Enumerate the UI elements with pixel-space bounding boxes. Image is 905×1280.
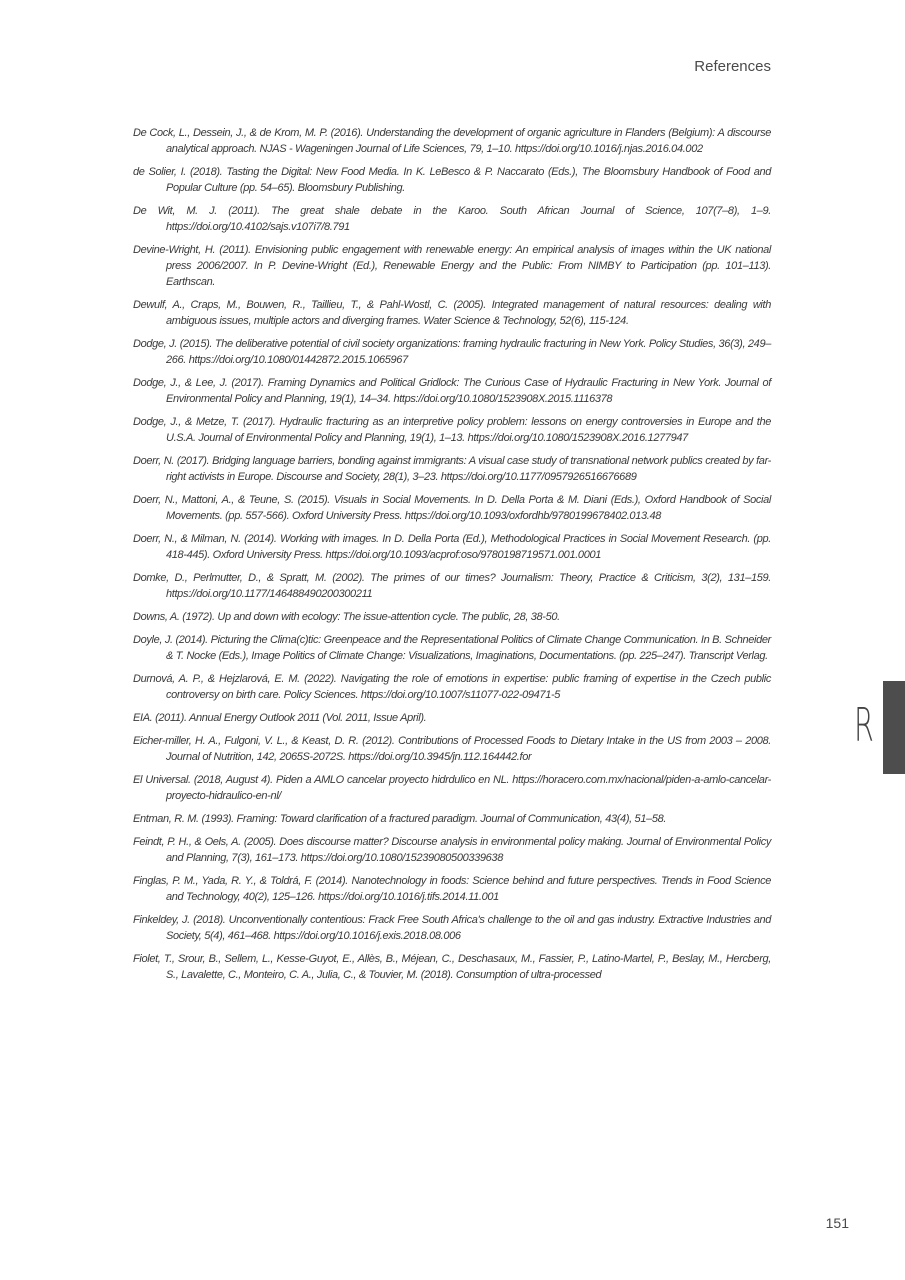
reference-entry: Feindt, P. H., & Oels, A. (2005). Does discourse matter? Discourse analysis in environmental policy making. Journal of Environmental Policy and Planning, 7(3), 161–173. https://doi.org/10.1080/15239080500339638 — [133, 836, 771, 864]
reference-entry: Eicher-miller, H. A., Fulgoni, V. L., & Keast, D. R. (2012). Contributions of Processed Foods to Dietary Intake in the US from 2003 – 2008. Journal of Nutrition, 142, 2065S-2072S. https://doi.org/10.3945/jn.112.164442.for — [133, 735, 771, 763]
reference-entry: Finglas, P. M., Yada, R. Y., & Toldrá, F. (2014). Nanotechnology in foods: Science behind and future perspectives. Trends in Food Science and Technology, 40(2), 125–126. https://doi.org/10.1016/j.tifs.2014.11.001 — [133, 875, 771, 903]
reference-entry: Devine-Wright, H. (2011). Envisioning public engagement with renewable energy: An empirical analysis of images within the UK national press 2006/2007. In P. Devine-Wright (Ed.), Renewable Energy and the Public: From NIMBY to Participation (pp. 101–113). Earthscan. — [133, 244, 771, 288]
reference-entry: Dodge, J. (2015). The deliberative potential of civil society organizations: framing hydraulic fracturing in New York. Policy Studies, 36(3), 249–266. https://doi.org/10.1080/01442872.2015.1065967 — [133, 338, 771, 366]
reference-entry: Finkeldey, J. (2018). Unconventionally contentious: Frack Free South Africa's challenge to the oil and gas industry. Extractive Industries and Society, 5(4), 461–468. https://doi.org/10.1016/j.exis.2018.08.006 — [133, 914, 771, 942]
reference-entry: Doyle, J. (2014). Picturing the Clima(c)tic: Greenpeace and the Representational Politics of Climate Change Communication. In B. Schneider & T. Nocke (Eds.), Image Politics of Climate Change: Visualizations, Imaginations, Documentations. (pp. 225–247). Transcript Verlag. — [133, 634, 771, 662]
reference-entry: De Wit, M. J. (2011). The great shale debate in the Karoo. South African Journal of Science, 107(7–8), 1–9. https://doi.org/10.4102/sajs.v107i7/8.791 — [133, 205, 771, 233]
reference-entry: Doerr, N. (2017). Bridging language barriers, bonding against immigrants: A visual case study of transnational network publics created by far-right activists in Europe. Discourse and Society, 28(1), 3–23. https://doi.org/10.1177/0957926516676689 — [133, 455, 771, 483]
reference-entry: Dewulf, A., Craps, M., Bouwen, R., Taillieu, T., & Pahl-Wostl, C. (2005). Integrated management of natural resources: dealing with ambiguous issues, multiple actors and diverging frames. Water Science & Technology, 52(6), 115-124. — [133, 299, 771, 327]
reference-entry: Durnová, A. P., & Hejzlarová, E. M. (2022). Navigating the role of emotions in expertise: public framing of expertise in the Czech public controversy on birth care. Policy Sciences. https://doi.org/10.1007/s11077-022-09471-5 — [133, 673, 771, 701]
section-letter: R — [854, 698, 874, 752]
reference-entry: Doerr, N., Mattoni, A., & Teune, S. (2015). Visuals in Social Movements. In D. Della Porta & M. Diani (Eds.), Oxford Handbook of Social Movements. (pp. 557-566). Oxford University Press. https://doi.org/10.1093/oxfordhb/9780199678402.013.48 — [133, 494, 771, 522]
reference-entry: Fiolet, T., Srour, B., Sellem, L., Kesse-Guyot, E., Allès, B., Méjean, C., Deschasaux, M., Fassier, P., Latino-Martel, P., Beslay, M., Hercberg, S., Lavalette, C., Monteiro, C. A., Julia, C., & Touvier, M. (2018). Consumption of ultra-processed — [133, 953, 771, 981]
reference-entry: Dodge, J., & Lee, J. (2017). Framing Dynamics and Political Gridlock: The Curious Case of Hydraulic Fracturing in New York. Journal of Environmental Policy and Planning, 19(1), 14–34. https://doi.org/10.1080/1523908X.2015.1116378 — [133, 377, 771, 405]
reference-entry: Downs, A. (1972). Up and down with ecology: The issue-attention cycle. The public, 28, 38-50. — [133, 611, 560, 623]
reference-entry: EIA. (2011). Annual Energy Outlook 2011 (Vol. 2011, Issue April). — [133, 712, 427, 724]
reference-entry: Dodge, J., & Metze, T. (2017). Hydraulic fracturing as an interpretive policy problem: lessons on energy controversies in Europe and the U.S.A. Journal of Environmental Policy and Planning, 19(1), 1–13. https://doi.org/10.1080/1523908X.2016.1277947 — [133, 416, 771, 444]
running-header: References — [694, 58, 771, 75]
section-thumb-tab — [883, 681, 905, 774]
reference-list — [133, 125, 771, 990]
reference-entry: De Cock, L., Dessein, J., & de Krom, M. P. (2016). Understanding the development of organic agriculture in Flanders (Belgium): A discourse analytical approach. NJAS - Wageningen Journal of Life Sciences, 79, 1–10. https://doi.org/10.1016/j.njas.2016.04.002 — [133, 127, 771, 155]
reference-entry: Doerr, N., & Milman, N. (2014). Working with images. In D. Della Porta (Ed.), Methodological Practices in Social Movement Research. (pp. 418-445). Oxford University Press. https://doi.org/10.1093/acprof:oso/9780198719571.001.0001 — [133, 533, 771, 561]
reference-entry: El Universal. (2018, August 4). Piden a AMLO cancelar proyecto hidrdulico en NL. https://horacero.com.mx/nacional/piden-a-amlo-cancelar-proyecto-hidraulico-en-nl/ — [133, 774, 771, 802]
reference-entry: Entman, R. M. (1993). Framing: Toward clarification of a fractured paradigm. Journal of Communication, 43(4), 51–58. — [133, 813, 667, 825]
page-number: 151 — [825, 1215, 849, 1231]
reference-entry: de Solier, I. (2018). Tasting the Digital: New Food Media. In K. LeBesco & P. Naccarato (Eds.), The Bloomsbury Handbook of Food and Popular Culture (pp. 54–65). Bloomsbury Publishing. — [133, 166, 771, 194]
reference-entry: Domke, D., Perlmutter, D., & Spratt, M. (2002). The primes of our times? Journalism: Theory, Practice & Criticism, 3(2), 131–159. https://doi.org/10.1177/146488490200300211 — [133, 572, 771, 600]
